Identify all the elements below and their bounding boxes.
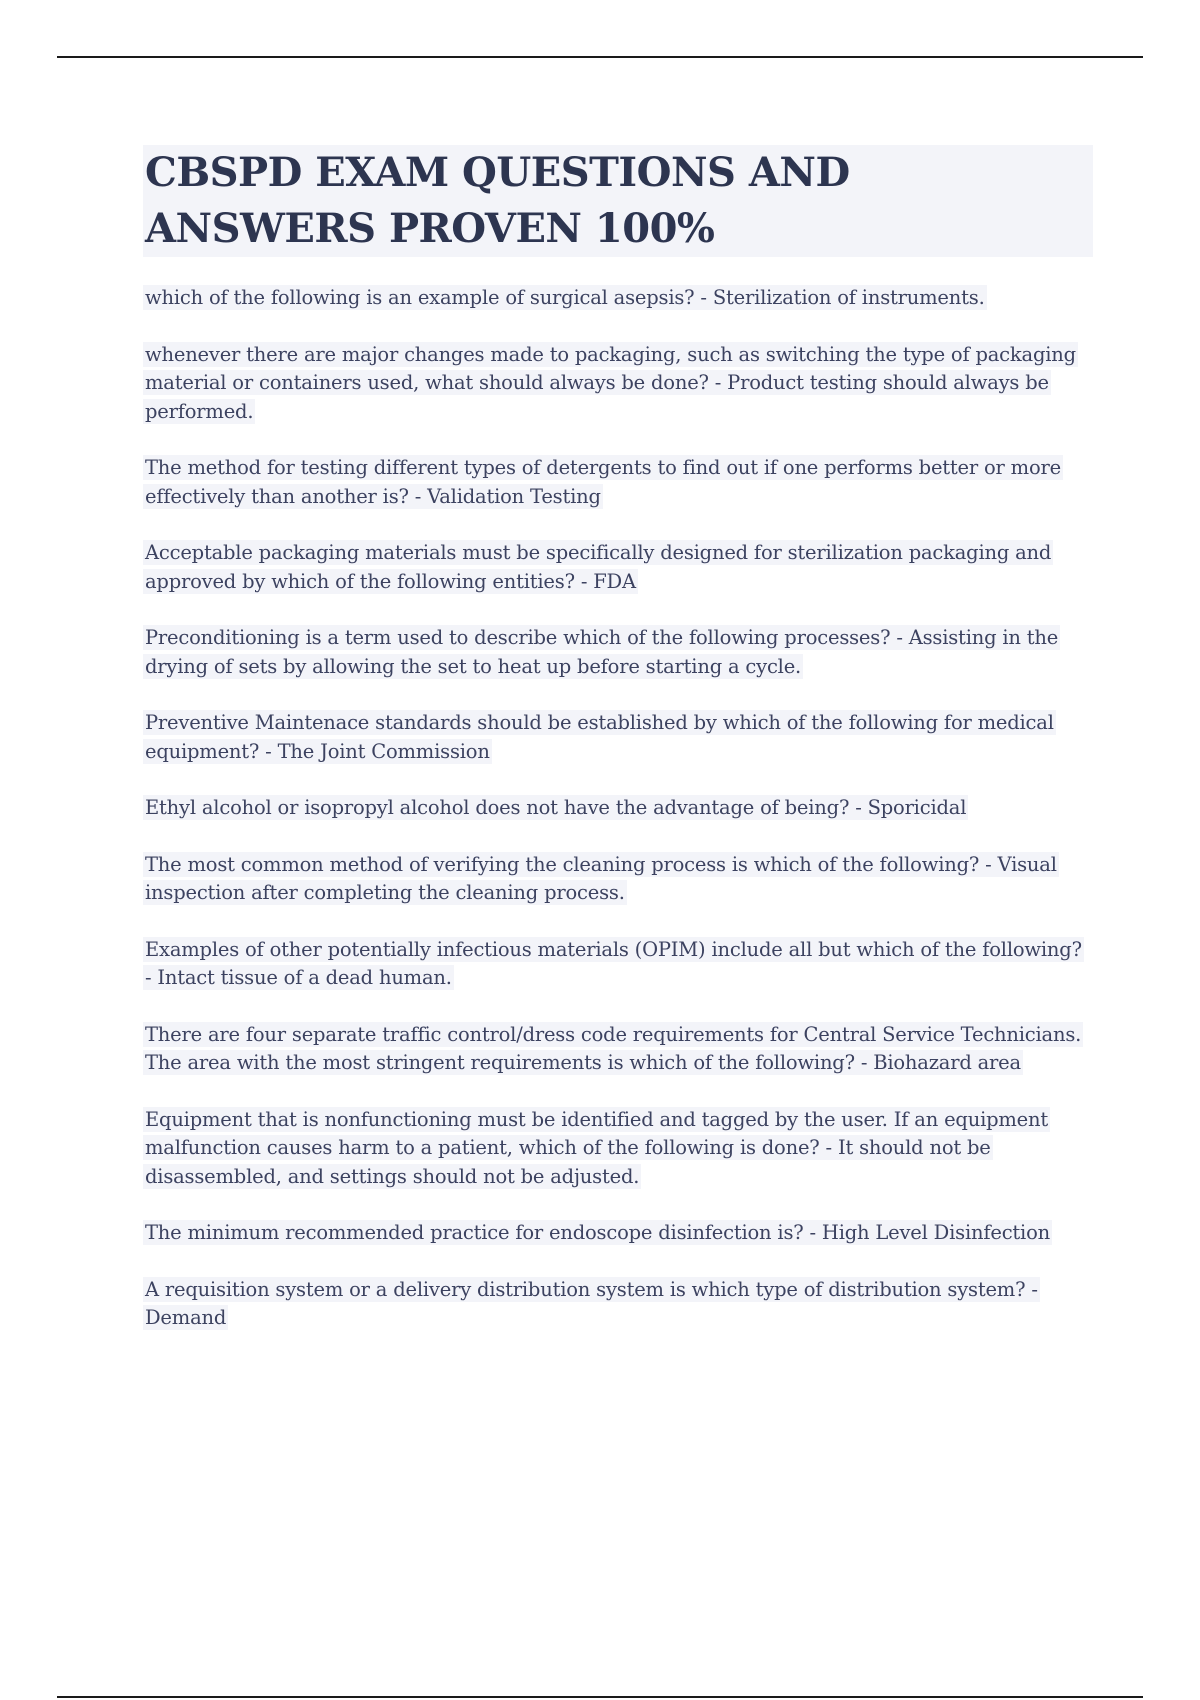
qa-text: There are four separate traffic control/dress code requirements for Central Service Technicians. The area with the most stringent requirements is which of the following? - Biohazard area [145,1022,1082,1074]
qa-item [143,1219,1093,1248]
qa-text: Equipment that is nonfunctioning must be identified and tagged by the user. If an equipment malfunction causes harm to a patient, which of the following is done? - It should not be disassembled, and settings should not be adjusted. [145,1107,1049,1188]
qa-list [143,284,1093,1333]
qa-text: The most common method of verifying the cleaning process is which of the following? - Visual inspection after completing the cleaning process. [145,852,1057,904]
qa-text: Acceptable packaging materials must be specifically designed for sterilization packaging and approved by which of the following entities? - FDA [145,541,1052,593]
top-rule [57,56,1143,58]
bottom-rule [57,1696,1143,1698]
qa-text: which of the following is an example of surgical asepsis? - Sterilization of instruments. [145,286,985,309]
qa-item [143,1106,1093,1192]
qa-text: Examples of other potentially infectious materials (OPIM) include all but which of the following? - Intact tissue of a dead human. [145,937,1082,989]
qa-text: Ethyl alcohol or isopropyl alcohol does not have the advantage of being? - Sporicidal [145,796,967,819]
qa-item [143,454,1093,511]
qa-item [143,794,1093,823]
qa-item [143,1276,1093,1333]
qa-text: A requisition system or a delivery distribution system is which type of distribution system? - Demand [145,1277,1038,1329]
qa-item [143,851,1093,908]
qa-text: Preconditioning is a term used to describe which of the following processes? - Assisting in the drying of sets by allowing the set to heat up before starting a cycle. [145,626,1059,678]
qa-item [143,709,1093,766]
document-title: CBSPD EXAM QUESTIONS AND ANSWERS PROVEN 100% [143,145,1093,257]
qa-text: The minimum recommended practice for endoscope disinfection is? - High Level Disinfection [145,1221,1050,1244]
qa-item [143,624,1093,681]
qa-item [143,284,1093,313]
qa-text: whenever there are major changes made to packaging, such as switching the type of packaging material or containers used, what should always be done? - Product testing should always be performed. [145,342,1076,423]
qa-item [143,1021,1093,1078]
document-body [143,145,1093,1361]
qa-item [143,936,1093,993]
qa-text: The method for testing different types of detergents to find out if one performs better or more effectively than another is? - Validation Testing [145,456,1061,508]
qa-item [143,539,1093,596]
qa-text: Preventive Maintenace standards should be established by which of the following for medical equipment? - The Joint Commission [145,711,1054,763]
qa-item [143,341,1093,427]
